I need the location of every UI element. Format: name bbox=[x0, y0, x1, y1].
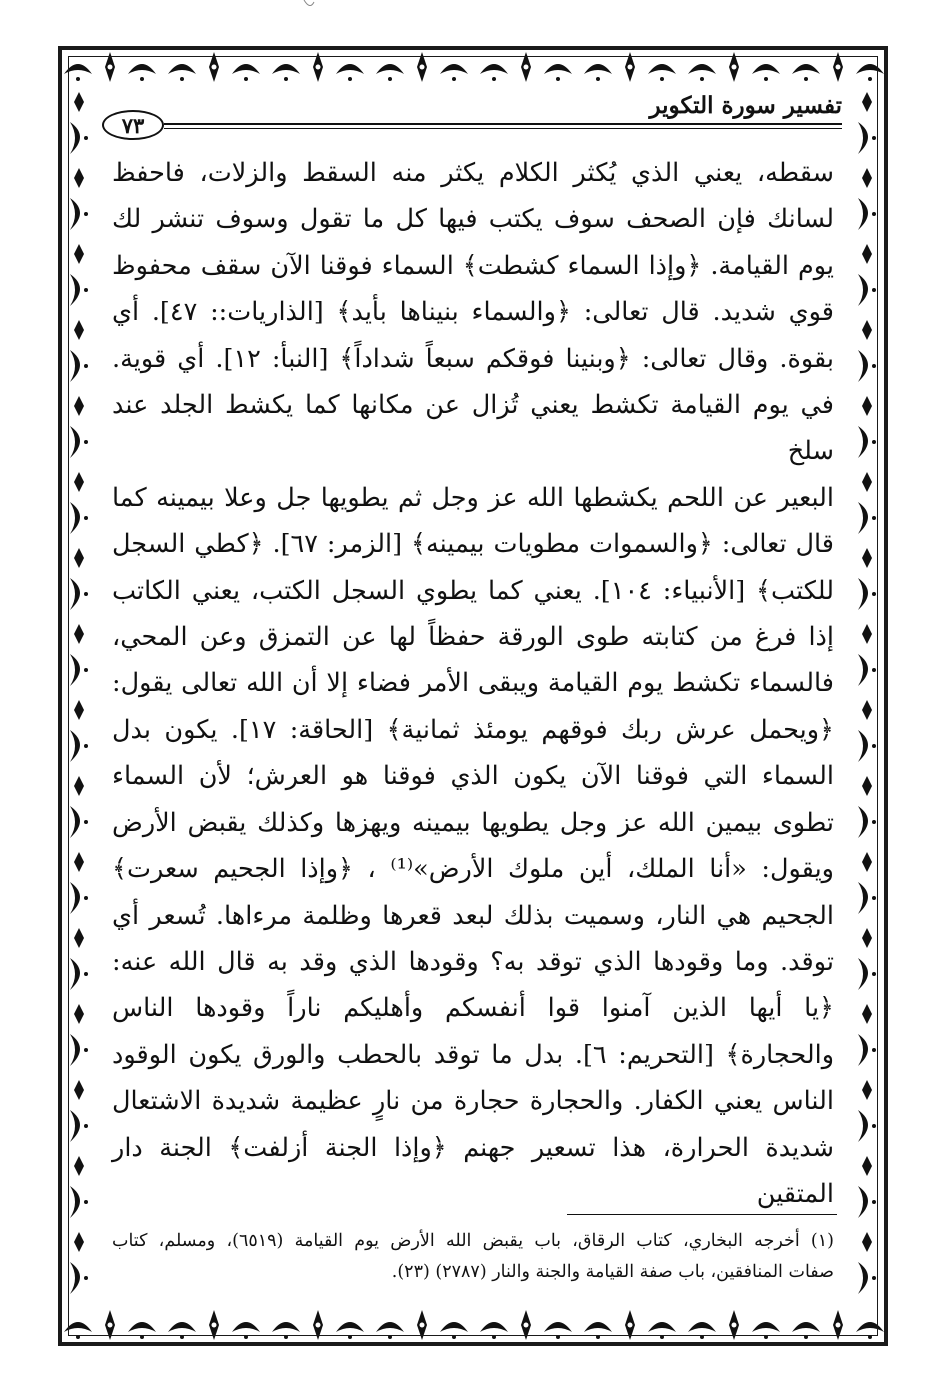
footnote bbox=[112, 1226, 834, 1288]
header-rule bbox=[164, 123, 842, 125]
text-line: تطوى بيمين الله عز وجل يطويها بيمينه ويهزها وكذلك يقبض الأرض bbox=[112, 807, 834, 838]
text-line: الجحيم هي النار، وسميت بذلك لبعد قعرها وظلمة مرءاها. تُسعر أي bbox=[112, 900, 834, 931]
text-line: في يوم القيامة تكشط يعني تُزال عن مكانها كما يكشط الجلد عند سلخ bbox=[112, 390, 834, 467]
text-line: إذا فرغ من كتابته طوى الورقة حفظاً لها عن التمزق وعن المحي، bbox=[112, 622, 834, 653]
header-rule-thin bbox=[164, 128, 842, 129]
text-line: البعير عن اللحم يكشطها الله عز وجل ثم يطويها جل وعلا بيمينه كما bbox=[112, 482, 834, 513]
text-line: للكتب﴾ [الأنبياء: ١٠٤]. يعني كما يطوي السجل الكتب، يعني الكاتب bbox=[112, 575, 834, 606]
page-number: ٧٣ bbox=[102, 110, 164, 140]
text-line: شديدة الحرارة، هذا تسعير جهنم ﴿وإذا الجنة أزلفت﴾ الجنة دار المتقين bbox=[112, 1132, 834, 1209]
text-line: الناس يعني الكفار. والحجارة حجارة من نارٍ عظيمة شديدة الاشتعال bbox=[112, 1086, 834, 1117]
main-text bbox=[112, 150, 834, 1217]
footnote-line: (١) أخرجه البخاري، كتاب الرقاق، باب يقبض الله الأرض يوم القيامة (٦٥١٩)، ومسلم، كتاب bbox=[112, 1231, 834, 1251]
footnote-separator bbox=[567, 1214, 837, 1215]
top-mark bbox=[298, 0, 318, 10]
text-line: ﴿ويحمل عرش ربك فوقهم يومئذ ثمانية﴾ [الحاقة: ١٧]. يكون بدل bbox=[112, 714, 834, 745]
text-line: قوي شديد. قال تعالى: ﴿والسماء بنيناها بأيد﴾ [الذاريات:: ٤٧]. أي bbox=[112, 297, 834, 328]
text-line: ويقول: «أنا الملك، أين ملوك الأرض»⁽¹⁾ ، ﴿وإذا الجحيم سعرت﴾ bbox=[112, 854, 834, 885]
text-line: بقوة. وقال تعالى: ﴿وبنينا فوقكم سبعاً شداداً﴾ [النبأ: ١٢]. أي قوية. bbox=[112, 343, 834, 374]
text-line: والحجارة﴾ [التحريم: ٦]. بدل ما توقد بالحطب والورق يكون الوقود bbox=[112, 1039, 835, 1070]
text-line: قال تعالى: ﴿والسموات مطويات بيمينه﴾ [الزمر: ٦٧]. ﴿كطي السجل bbox=[112, 529, 834, 560]
text-line: ﴿يا أيها الذين آمنوا قوا أنفسكم وأهليكم ناراً وقودها الناس bbox=[112, 993, 834, 1024]
page-header bbox=[102, 92, 842, 144]
text-line: يوم القيامة. ﴿وإذا السماء كشطت﴾ السماء فوقنا الآن سقف محفوظ bbox=[112, 250, 834, 281]
text-line: سقطه، يعني الذي يُكثر الكلام يكثر منه السقط والزلات، فاحفظ bbox=[112, 158, 834, 188]
text-line: السماء التي فوقنا الآن يكون الذي فوقنا هو العرش؛ لأن السماء bbox=[112, 761, 834, 792]
text-line: لسانك فإن الصحف سوف يكتب فيها كل ما تقول وسوف تنشر لك bbox=[112, 204, 834, 235]
running-title: تفسير سورة التكوير bbox=[649, 92, 842, 119]
text-line: فالسماء تكشط يوم القيامة ويبقى الأمر فضاء إلا أن الله تعالى يقول: bbox=[112, 668, 834, 699]
footnote-line: صفات المنافقين، باب صفة القيامة والجنة والنار (٢٧٨٧) (٢٣). bbox=[391, 1262, 834, 1282]
text-line: توقد. وما وقودها الذي توقد به؟ وقودها الذي وقد به قال الله عنه: bbox=[112, 946, 834, 977]
